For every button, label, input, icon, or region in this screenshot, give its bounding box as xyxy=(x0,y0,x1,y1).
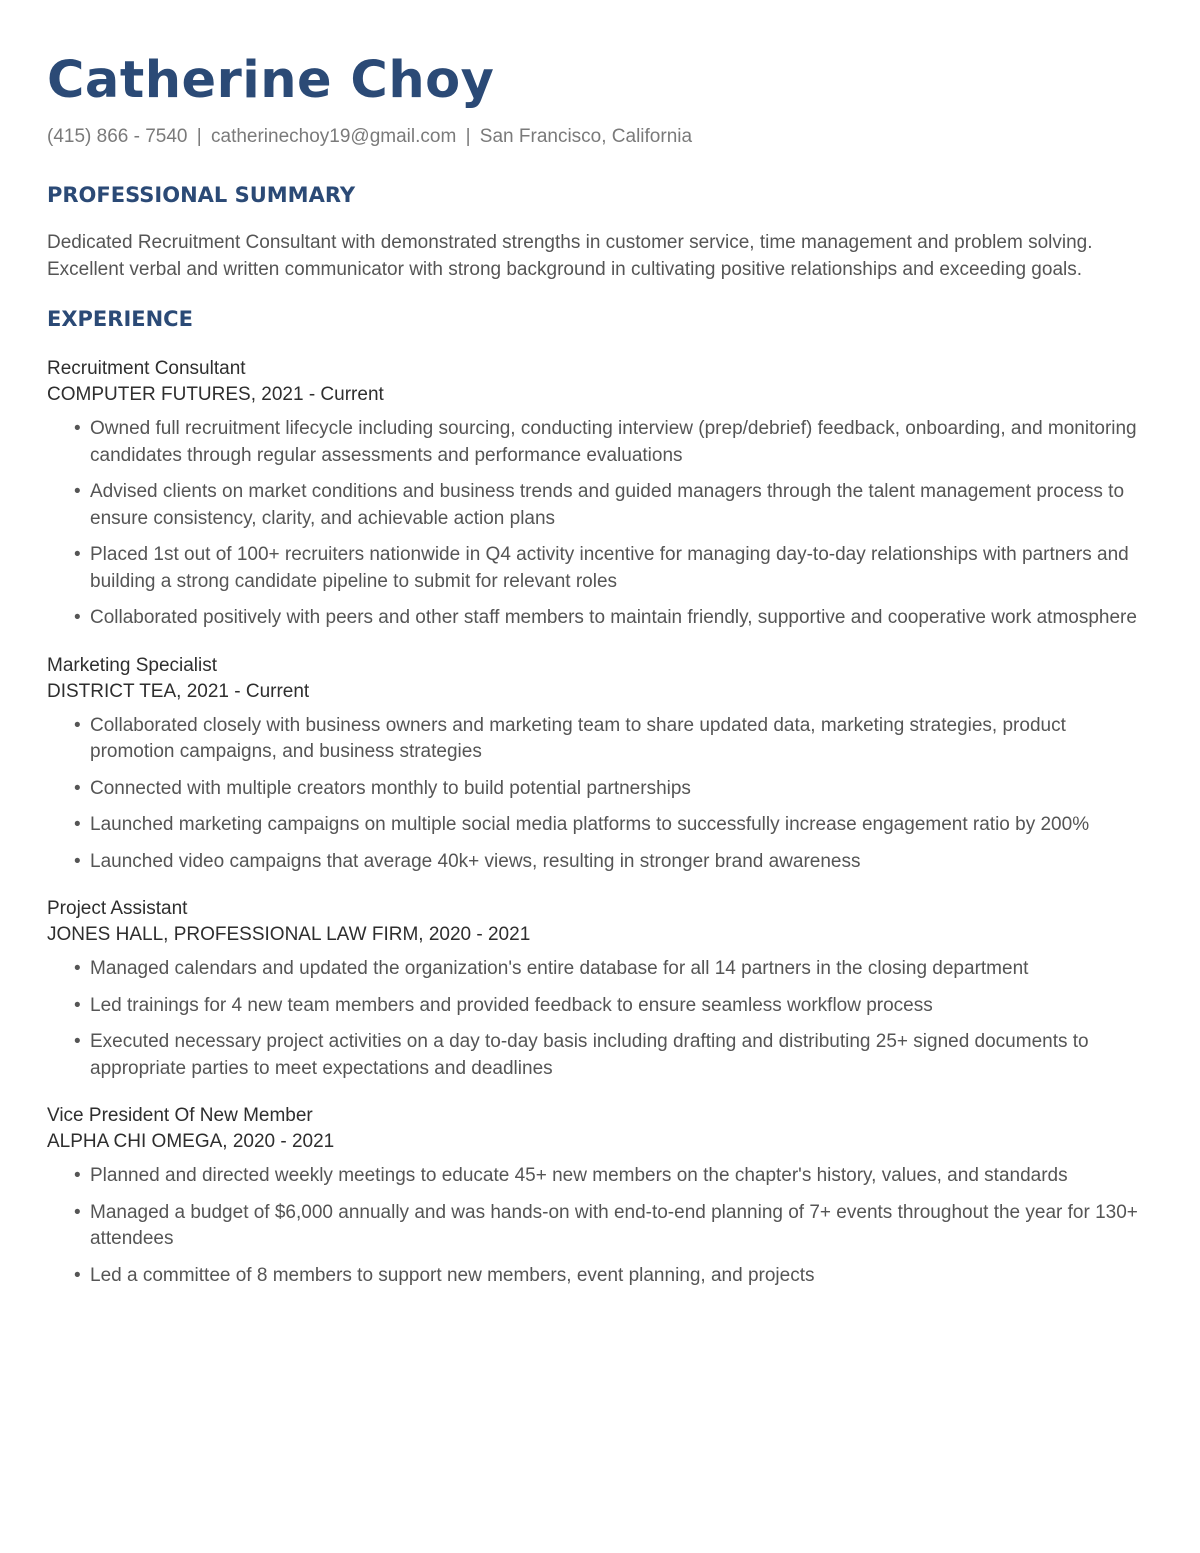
job-bullet: • Executed necessary project activities on a day to-day basis including drafting and distributing 25+ signed documents to appropriate parties to meet expectations and deadlines xyxy=(47,1029,1162,1082)
contact-line xyxy=(47,124,1162,150)
candidate-name: Catherine Choy xyxy=(47,51,495,110)
email-address: catherinechoy19@gmail.com xyxy=(211,126,457,147)
job-bullet: • Led trainings for 4 new team members and provided feedback to ensure seamless workflow process xyxy=(47,993,1162,1020)
job-employer-dates: COMPUTER FUTURES, 2021 - Current xyxy=(47,384,384,405)
job-title: Marketing Specialist xyxy=(47,654,218,676)
job-entry xyxy=(47,1103,1162,1289)
job-employer-dates: DISTRICT TEA, 2021 - Current xyxy=(47,680,310,702)
job-entry xyxy=(47,896,1162,1082)
contact-separator: | xyxy=(465,126,471,147)
job-bullets xyxy=(47,1163,1162,1289)
job-bullets xyxy=(47,713,1162,876)
job-title: Recruitment Consultant xyxy=(47,358,246,379)
job-title: Vice President Of New Member xyxy=(47,1105,313,1126)
job-bullet: • Launched marketing campaigns on multiple social media platforms to successfully increase engagement ratio by 200% xyxy=(47,812,1162,839)
phone-number: (415) 866 - 7540 xyxy=(47,126,188,147)
job-title: Project Assistant xyxy=(47,898,188,919)
summary-heading: PROFESSIONAL SUMMARY xyxy=(47,183,356,207)
summary-text: Dedicated Recruitment Consultant with demonstrated strengths in customer service, time management and problem solving. Excellent verbal and written communicator with strong background in cultivating positive relationships and exceeding goals. xyxy=(47,232,1093,280)
job-bullet: • Led a committee of 8 members to support new members, event planning, and projects xyxy=(47,1263,1162,1290)
job-bullets xyxy=(47,416,1162,632)
job-employer-dates: JONES HALL, PROFESSIONAL LAW FIRM, 2020 - 2021 xyxy=(47,924,531,945)
job-bullets xyxy=(47,956,1162,1082)
job-bullet: • Placed 1st out of 100+ recruiters nationwide in Q4 activity incentive for managing day-to-day relationships with partners and building a strong candidate pipeline to submit for relevant roles xyxy=(47,542,1162,595)
job-bullet: • Advised clients on market conditions and business trends and guided managers through the talent management process to ensure consistency, clarity, and achievable action plans xyxy=(47,479,1162,532)
job-bullet: • Collaborated positively with peers and other staff members to maintain friendly, supportive and cooperative work atmosphere xyxy=(47,605,1162,632)
job-bullet: • Owned full recruitment lifecycle including sourcing, conducting interview (prep/debrief) feedback, onboarding, and monitoring candidates through regular assessments and performance evaluations xyxy=(47,416,1162,469)
job-bullet: • Connected with multiple creators monthly to build potential partnerships xyxy=(47,776,1162,803)
job-entry xyxy=(47,356,1162,632)
resume-page xyxy=(47,48,1162,1299)
job-bullet: • Managed calendars and updated the organization's entire database for all 14 partners in the closing department xyxy=(47,956,1162,983)
job-bullet: • Collaborated closely with business owners and marketing team to share updated data, marketing strategies, product promotion campaigns, and business strategies xyxy=(47,713,1162,766)
location: San Francisco, California xyxy=(479,126,693,147)
job-bullet: • Planned and directed weekly meetings to educate 45+ new members on the chapter's history, values, and standards xyxy=(47,1163,1162,1190)
job-bullet: • Launched video campaigns that average 40k+ views, resulting in stronger brand awareness xyxy=(47,849,1162,876)
job-employer-dates: ALPHA CHI OMEGA, 2020 - 2021 xyxy=(47,1131,335,1152)
experience-heading: EXPERIENCE xyxy=(47,307,193,331)
job-entry xyxy=(47,653,1162,876)
job-bullet: • Managed a budget of $6,000 annually and was hands-on with end-to-end planning of 7+ events throughout the year for 130+ attendees xyxy=(47,1200,1162,1253)
contact-separator: | xyxy=(196,126,202,147)
